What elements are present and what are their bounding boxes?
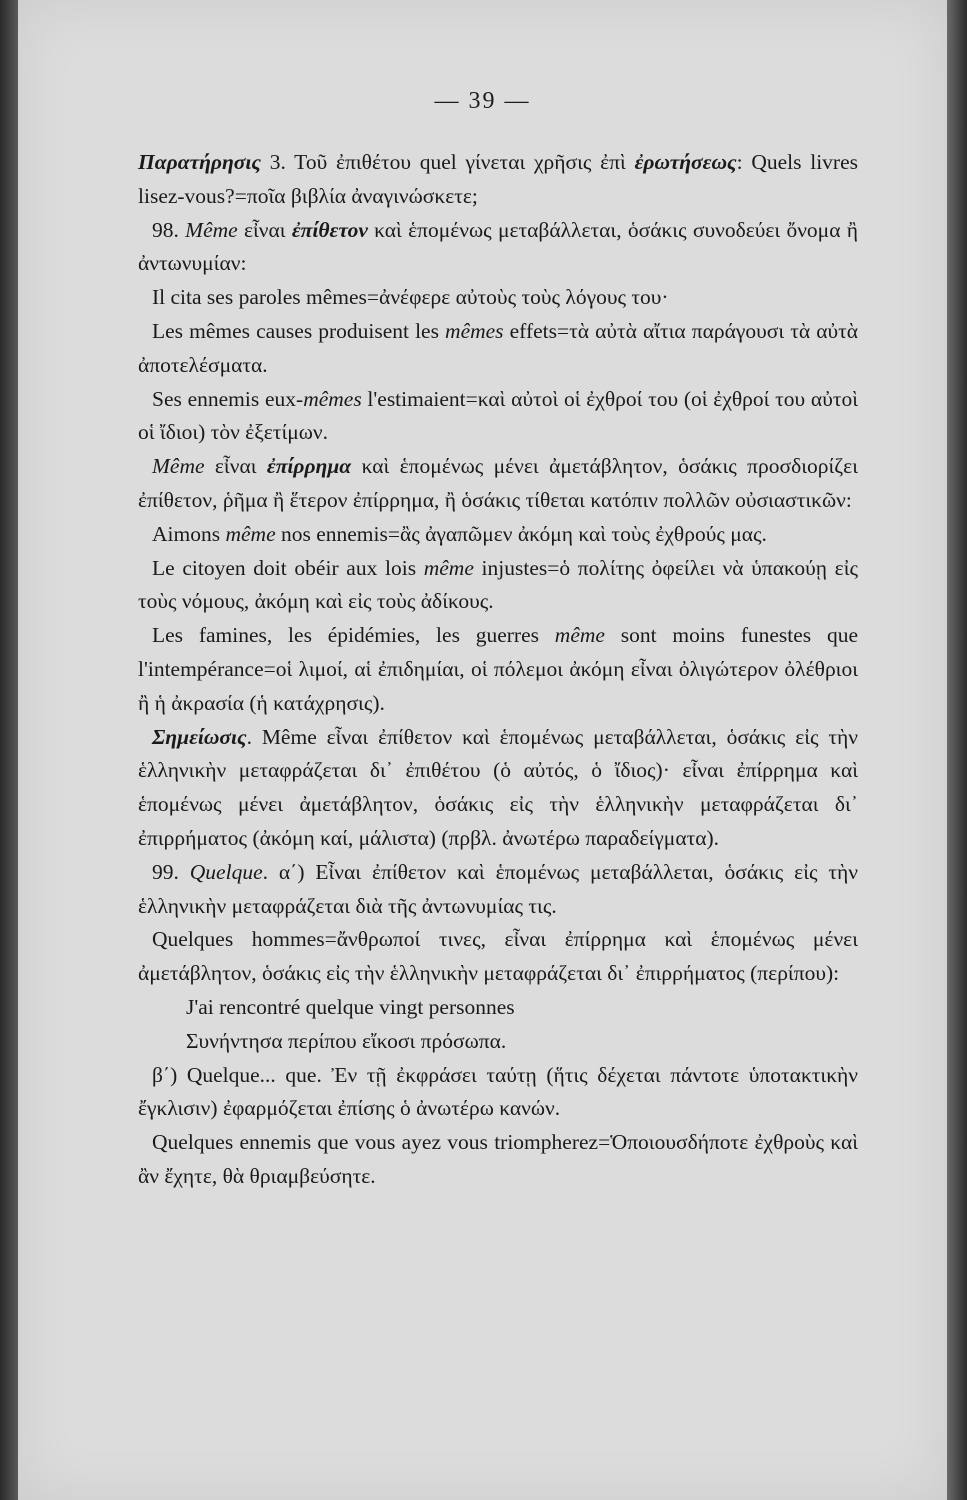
text-run: εἶναι <box>204 454 267 479</box>
text-run: . Même εἶναι ἐπίθετον καὶ ἑπομένως μεταβάλλεται, ὁσάκις εἰς τὴν ἑλληνικὴν μεταφράζεται δι᾽ ἐπιθέτου (ὁ αὐτός, ὁ ἴδιος)· εἶναι ἐπίρρημα καὶ ἑπομένως μένει ἀμετάβλητον, ὁσάκις εἰς τὴν ἑλληνικὴν μεταφράζεται δι᾽ ἐπιρρήματος (ἀκόμη καί, μάλιστα) (πρβλ. ἀνωτέρω παραδείγματα). <box>138 724 858 850</box>
paragraph <box>138 721 858 856</box>
paragraph <box>138 1126 858 1194</box>
italic-term: même <box>423 555 474 580</box>
text-run: injustes=ὁ πολίτης ὀφείλει νὰ ὑπακούῃ εἰς τοὺς νόμους, ἀκόμη καὶ εἰς τοὺς ἀδίκους. <box>138 555 858 614</box>
book-page <box>18 0 947 1500</box>
paragraph <box>138 619 858 720</box>
text-run: β΄) Quelque... que. Ἐν τῇ ἐκφράσει ταύτῃ (ἥτις δέχεται πάντοτε ὑποτακτικὴν ἔγκλισιν) ἐφαρμόζεται ἐπίσης ὁ ἀνωτέρω κανών. <box>138 1062 858 1121</box>
text-run: Quelques ennemis que vous ayez vous triompherez=Ὁποιουσδήποτε ἐχθροὺς καὶ ἂν ἔχητε, θὰ θριαμβεύσητε. <box>138 1130 858 1188</box>
paragraph <box>138 214 858 282</box>
text-run: καὶ ἑπομένως μεταβάλλεται, ὁσάκις συνοδεύει ὄνομα ἢ ἀντωνυμίαν: <box>138 217 858 276</box>
bold-term: Παρατήρησις <box>138 150 261 174</box>
bold-term: Σημείωσις <box>152 724 247 749</box>
paragraph <box>138 1025 858 1059</box>
text-run: sont moins funestes que l'intempérance=οἱ λιμοί, αἱ ἐπιδημίαι, οἱ πόλεμοι ἀκόμη εἶναι ὀλιγώτερον ὀλέθριοι ἢ ἡ ἀκρασία (ἡ κατάχρησις). <box>138 623 858 715</box>
text-run: . α΄) Εἶναι ἐπίθετον καὶ ἑπομένως μεταβάλλεται, ὁσάκις εἰς τὴν ἑλληνικὴν μεταφράζεται διὰ τῆς ἀντωνυμίας τις. <box>138 859 859 918</box>
page-body-text <box>138 146 858 1194</box>
bold-term: ἐπίθετον <box>291 217 368 242</box>
text-run: 3. Τοῦ ἐπιθέτου quel γίνεται χρῆσις ἐπὶ <box>260 150 635 174</box>
text-run: Aimons <box>152 521 226 546</box>
italic-term: mêmes <box>445 318 504 343</box>
bold-term: ἐρωτήσεως <box>634 150 737 174</box>
italic-term: Quelque <box>189 859 263 884</box>
book-spine-shadow <box>0 0 18 1500</box>
paragraph <box>138 518 858 552</box>
paragraph <box>138 923 858 991</box>
text-run: : Quels livres lisez-vous?=ποῖα βιβλία ἀναγινώσκετε; <box>138 150 859 208</box>
text-run: Ses ennemis eux- <box>152 386 304 411</box>
text-run: καὶ ἑπομένως μένει ἀμετάβλητον, ὁσάκις προσδιορίζει ἐπίθετον, ῥῆμα ἢ ἕτερον ἐπίρρημα, ἢ ὁσάκις τίθεται κατόπιν πολλῶν οὐσιαστικῶν: <box>138 454 858 512</box>
text-run: 99. <box>152 859 190 884</box>
text-run: nos ennemis=ἂς ἀγαπῶμεν ἀκόμη καὶ τοὺς ἐχθρούς μας. <box>275 521 767 546</box>
text-run: effets=τὰ αὐτὰ αἴτια παράγουσι τὰ αὐτὰ ἀποτελέσματα. <box>138 318 859 377</box>
italic-term: mêmes <box>303 386 362 411</box>
paragraph <box>138 315 858 383</box>
text-run: Le citoyen doit obéir aux lois <box>152 555 424 580</box>
bold-term: ἐπίρρημα <box>266 454 352 479</box>
text-run: l'estimaient=καὶ αὐτοὶ οἱ ἐχθροί του (οἱ ἐχθροί του αὐτοὶ οἱ ἴδιοι) τὸν ἐξετίμων. <box>138 386 859 445</box>
paragraph <box>138 281 858 315</box>
text-run: Συνήντησα περίπου εἴκοσι πρόσωπα. <box>186 1028 507 1053</box>
paragraph <box>138 146 858 214</box>
page-number: — 39 — <box>434 88 531 114</box>
paragraph <box>138 856 858 924</box>
paragraph <box>138 991 858 1025</box>
italic-term: Même <box>152 454 205 479</box>
text-run: εἶναι <box>237 217 292 242</box>
italic-term: même <box>554 623 605 648</box>
paragraph <box>138 552 858 620</box>
text-run: Les mêmes causes produisent les <box>152 318 446 343</box>
text-run: 98. <box>152 217 186 242</box>
page-edge-shadow <box>947 0 967 1500</box>
paragraph <box>138 1059 858 1127</box>
paragraph <box>138 450 858 518</box>
text-run: Il cita ses paroles mêmes=ἀνέφερε αὐτοὺς τοὺς λόγους του· <box>152 285 669 310</box>
italic-term: Même <box>185 217 238 242</box>
text-run: J'ai rencontré quelque vingt personnes <box>186 994 515 1019</box>
italic-term: même <box>225 521 276 546</box>
paragraph <box>138 383 858 451</box>
text-run: Quelques hommes=ἄνθρωποί τινες, εἶναι ἐπίρρημα καὶ ἑπομένως μένει ἀμετάβλητον, ὁσάκις εἰς τὴν ἑλληνικὴν μεταφράζεται δι᾽ ἐπιρρήματος (περίπου): <box>138 927 858 986</box>
text-run: Les famines, les épidémies, les guerres <box>152 623 555 648</box>
